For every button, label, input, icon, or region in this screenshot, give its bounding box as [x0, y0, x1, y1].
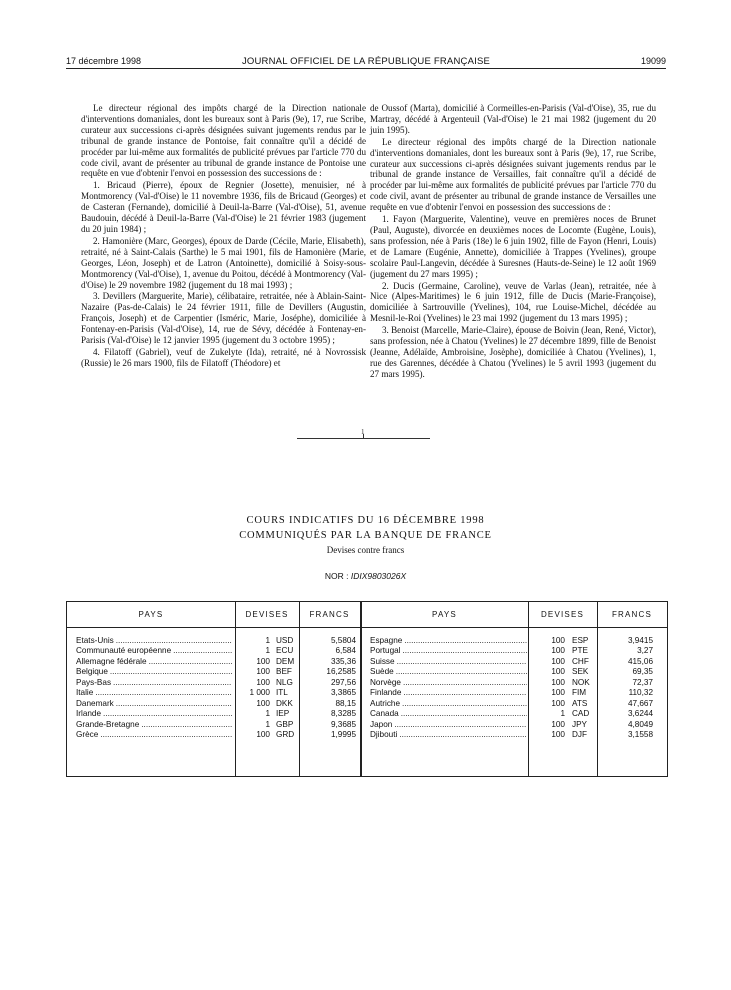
currency-code-cell: PTE	[572, 646, 588, 656]
cours-title: COURS INDICATIFS DU 16 DÉCEMBRE 1998	[246, 515, 485, 526]
paragraph: 1. Fayon (Marguerite, Valentine), veuve en premières noces de Brunet (Paul, Auguste), divorcée en deuxièmes noces de Locomte (Eugène, Louis), sans profession, née à Paris (18e) le 6 juin 1902, fille de Fayon (Henri, Louis) et de Lamare (Eugénie, Annette), domiciliée à Trappes (Yvelines), groupe scolaire Paul-Langevin, décédée à Suresnes (Hauts-de-Seine) le 12 août 1969 (jugement du 27 mars 1995) ;	[370, 214, 656, 279]
country-name: Canada	[370, 709, 399, 719]
currency-code-cell: GRD	[276, 730, 295, 740]
currency-code-cell: DJF	[572, 730, 588, 740]
country-name: Grande-Bretagne	[76, 719, 140, 729]
currency-code-cell: BEF	[276, 667, 292, 677]
currency-code-cell: ATS	[572, 698, 588, 708]
country-cell	[370, 667, 527, 676]
currency-code-cell: DEM	[276, 656, 295, 666]
country-name: Suède	[370, 667, 394, 677]
country-name: Suisse	[370, 656, 395, 666]
rate-cell: 3,27	[637, 646, 653, 656]
table-row	[67, 657, 667, 667]
country-name: Etats-Unis	[76, 636, 114, 645]
country-name: Portugal	[370, 646, 401, 656]
currency-code-cell: NLG	[276, 677, 293, 687]
header-rule	[67, 627, 667, 628]
rate-cell: 3,3865	[330, 688, 356, 698]
unit-cell: 100	[551, 677, 565, 687]
currency-code-cell: ITL	[276, 688, 288, 698]
country-cell	[370, 688, 527, 697]
unit-cell: 100	[551, 719, 565, 729]
country-name: Danemark	[76, 698, 114, 708]
country-name: Autriche	[370, 698, 401, 708]
rate-cell: 16,2585	[326, 667, 356, 677]
country-name: Espagne	[370, 636, 403, 645]
rate-cell: 72,37	[632, 677, 653, 687]
unit-cell: 100	[551, 688, 565, 698]
country-cell	[370, 699, 527, 708]
unit-cell: 1	[265, 719, 270, 729]
table-row	[67, 720, 667, 730]
rate-cell: 6,584	[335, 646, 356, 656]
column-header-devises: DEVISES	[245, 610, 289, 619]
column-header-francs: FRANCS	[309, 610, 350, 619]
country-name: Allemagne fédérale	[76, 656, 147, 666]
table-row	[67, 709, 667, 719]
currency-code-cell: JPY	[572, 719, 588, 729]
header-journal-title: JOURNAL OFFICIEL DE LA RÉPUBLIQUE FRANÇAISE	[241, 56, 491, 67]
table-row	[67, 678, 667, 688]
column-header-devises: DEVISES	[540, 610, 585, 619]
unit-cell: 1	[265, 636, 270, 645]
unit-cell: 100	[256, 730, 270, 740]
rate-cell: 5,5804	[330, 636, 356, 645]
paragraph: Le directeur régional des impôts chargé de la Direction nationale d'interventions domaniales, dont les bureaux sont à Paris (9e), 17, rue Scribe, curateur aux successions ci-après désignées suivant jugements rendus par le tribunal de grande instance de Pontoise, fait connaître qu'il a décidé de procéder par lui-même aux formalités de publicité prévues par l'article 770 du code civil, avant de présenter au tribunal de grande instance de Pontoise une requête en vue d'obtenir l'envoi en possession des successions de :	[81, 103, 366, 179]
country-cell	[370, 636, 527, 645]
rate-cell: 3,1558	[627, 730, 653, 740]
column-header-francs: FRANCS	[611, 610, 653, 619]
country-cell	[370, 646, 527, 655]
country-name: Norvège	[370, 677, 401, 687]
currency-code-cell: IEP	[276, 709, 290, 719]
unit-cell: 100	[551, 730, 565, 740]
paragraph: 1. Bricaud (Pierre), époux de Regnier (Josette), menuisier, né à Montmorency (Val-d'Oise) le 11 novembre 1936, fils de Bricaud (Georges) et de Casteran (Fernande), domicilié à Deuil-la-Barre (Val-d'Oise), 51, avenue Baudouin, décédé à Deuil-la-Barre (Val-d'Oise) le 21 février 1983 (jugement du 20 juin 1984) ;	[81, 180, 366, 234]
country-cell	[370, 657, 527, 666]
nor-value: IDIX9803026X	[350, 571, 407, 581]
unit-cell: 100	[551, 698, 565, 708]
country-name: Finlande	[370, 688, 402, 698]
unit-cell: 100	[256, 677, 270, 687]
paragraph: de Oussof (Marta), domicilié à Cormeilles-en-Parisis (Val-d'Oise), 35, rue du Martray, décédé à Argenteuil (Val-d'Oise) le 21 mai 1982 (jugement du 20 juin 1995).	[370, 103, 656, 135]
unit-cell: 100	[256, 656, 270, 666]
rate-cell: 9,3685	[330, 719, 356, 729]
paragraph: 2. Hamonière (Marc, Georges), époux de Darde (Cécile, Marie, Elisabeth), retraité, né à Saint-Calais (Sarthe) le 5 mai 1901, fils de Hamonière (Marie, Georges, Léon, Joseph) et de Latron (Antoinette), domicilié à Soisy-sous-Montmorency (Val-d'Oise), 1, avenue du Poitou, décédé à Montmorency (Val-d'Oise) le 29 novembre 1982 (jugement du 18 mai 1993) ;	[81, 235, 366, 290]
table-row	[67, 636, 667, 646]
paragraph: 2. Ducis (Germaine, Caroline), veuve de Varlas (Jean), retraitée, née à Nice (Alpes-Maritimes) le 6 juin 1912, fille de Ducis (Marie-Françoise), domiciliée à Sartrouville (Yvelines), 104, rue Louise-Michel, décédée au Mesnil-le-Roi (Yvelines) le 23 mai 1992 (jugement du 13 mars 1995) ;	[370, 280, 656, 324]
cours-subtitle: Devises contre francs	[326, 545, 405, 555]
country-name: Italie	[76, 688, 94, 698]
country-name: Communauté européenne	[76, 646, 172, 656]
country-name: Grèce	[76, 730, 99, 740]
paragraph: Le directeur régional des impôts chargé de la Direction nationale d'interventions domaniales, dont les bureaux sont à Paris (9e), 17, rue Scribe, curateur aux successions ci-après désignées suivant jugements rendus par le tribunal de grande instance de Versailles, fait connaître qu'il a décidé de procéder par lui-même aux formalités de publicité prévues par l'article 770 du code civil, avant de présenter au tribunal de grande instance de Versailles une requête en vue d'obtenir l'envoi en possession des successions de :	[370, 136, 656, 213]
rate-cell: 4,8049	[627, 719, 653, 729]
currency-code-cell: USD	[276, 636, 294, 645]
nor-reference	[0, 571, 731, 581]
rate-cell: 335,36	[330, 656, 356, 666]
header-rule	[66, 68, 666, 69]
rate-cell: 3,9415	[627, 636, 653, 645]
header-page-number: 19099	[640, 56, 666, 66]
rate-cell: 1,9995	[330, 730, 356, 740]
country-cell	[370, 720, 527, 729]
right-column	[370, 103, 656, 380]
currency-code-cell: FIM	[572, 688, 587, 698]
left-column	[81, 103, 366, 369]
rate-cell: 110,32	[628, 688, 653, 698]
unit-cell: 100	[256, 667, 270, 677]
column-header-pays: PAYS	[432, 610, 457, 619]
unit-cell: 100	[256, 698, 270, 708]
paragraph: 3. Benoist (Marcelle, Marie-Claire), épouse de Boivin (Jean, René, Victor), sans profession, née à Chatou (Yvelines) le 27 décembre 1899, fille de Benoist (Jeanne, Adélaïde, Ambroisine, Josèphe), domiciliée à Chatou (Yvelines), 1, rue des Garennes, décédée à Chatou (Yvelines) le 5 avril 1993 (jugement du 27 mars 1995).	[370, 325, 656, 379]
rate-cell: 8,3285	[330, 709, 356, 719]
table-row	[67, 667, 667, 677]
currency-code-cell: NOK	[572, 677, 590, 687]
rate-cell: 3,6244	[627, 709, 653, 719]
rate-cell: 415,06	[627, 656, 653, 666]
table-row	[67, 646, 667, 656]
rate-cell: 69,35	[632, 667, 653, 677]
country-name: Japon	[370, 719, 393, 729]
separator-mark-label: 1	[361, 428, 365, 436]
country-name: Pays-Bas	[76, 677, 112, 687]
currency-code-cell: ESP	[572, 636, 589, 645]
paragraph: 4. Filatoff (Gabriel), veuf de Zukelyte (Ida), retraité, né à Novrossisk (Russie) le 26 mars 1900, fils de Filatoff (Théodore) et	[81, 346, 366, 368]
unit-cell: 1 000	[249, 688, 270, 698]
rate-cell: 297,56	[330, 677, 356, 687]
rate-cell: 47,667	[627, 698, 653, 708]
country-name: Belgique	[76, 667, 108, 677]
unit-cell: 1	[265, 646, 270, 656]
cours-title-2: COMMUNIQUÉS PAR LA BANQUE DE FRANCE	[239, 530, 492, 541]
nor-label: NOR :	[324, 571, 349, 581]
unit-cell: 100	[551, 636, 565, 645]
country-name: Djibouti	[370, 730, 398, 740]
unit-cell: 100	[551, 656, 565, 666]
country-name: Irlande	[76, 709, 102, 719]
unit-cell: 100	[551, 667, 565, 677]
rate-cell: 88,15	[335, 698, 356, 708]
exchange-rate-table	[66, 601, 668, 777]
unit-cell: 100	[551, 646, 565, 656]
currency-code-cell: CAD	[572, 709, 590, 719]
currency-code-cell: GBP	[276, 719, 294, 729]
currency-code-cell: SEK	[572, 667, 589, 677]
paragraph: 3. Devillers (Marguerite, Marie), célibataire, retraitée, née à Ablain-Saint-Nazaire (Pas-de-Calais) le 24 février 1911, fille de Devillers (Augustin, François, Joseph) et de Carpentier (Isméric, Marie, Joséphe), domiciliée à Fontenay-en-Parisis (Val-d'Oise), 14, rue de Sévy, décédée à Fontenay-en-Parisis (Val-d'Oise) le 12 janvier 1995 (jugement du 3 octobre 1995) ;	[81, 291, 366, 346]
country-cell	[370, 678, 527, 687]
table-row	[67, 688, 667, 698]
currency-code-cell: ECU	[276, 646, 294, 656]
country-cell	[370, 709, 527, 718]
table-row	[67, 699, 667, 709]
unit-cell: 1	[265, 709, 270, 719]
table-row	[67, 730, 667, 740]
currency-code-cell: DKK	[276, 698, 293, 708]
unit-cell: 1	[560, 709, 565, 719]
country-cell	[370, 730, 527, 739]
header-date: 17 décembre 1998	[66, 56, 142, 66]
currency-code-cell: CHF	[572, 656, 589, 666]
column-header-pays: PAYS	[138, 610, 164, 619]
